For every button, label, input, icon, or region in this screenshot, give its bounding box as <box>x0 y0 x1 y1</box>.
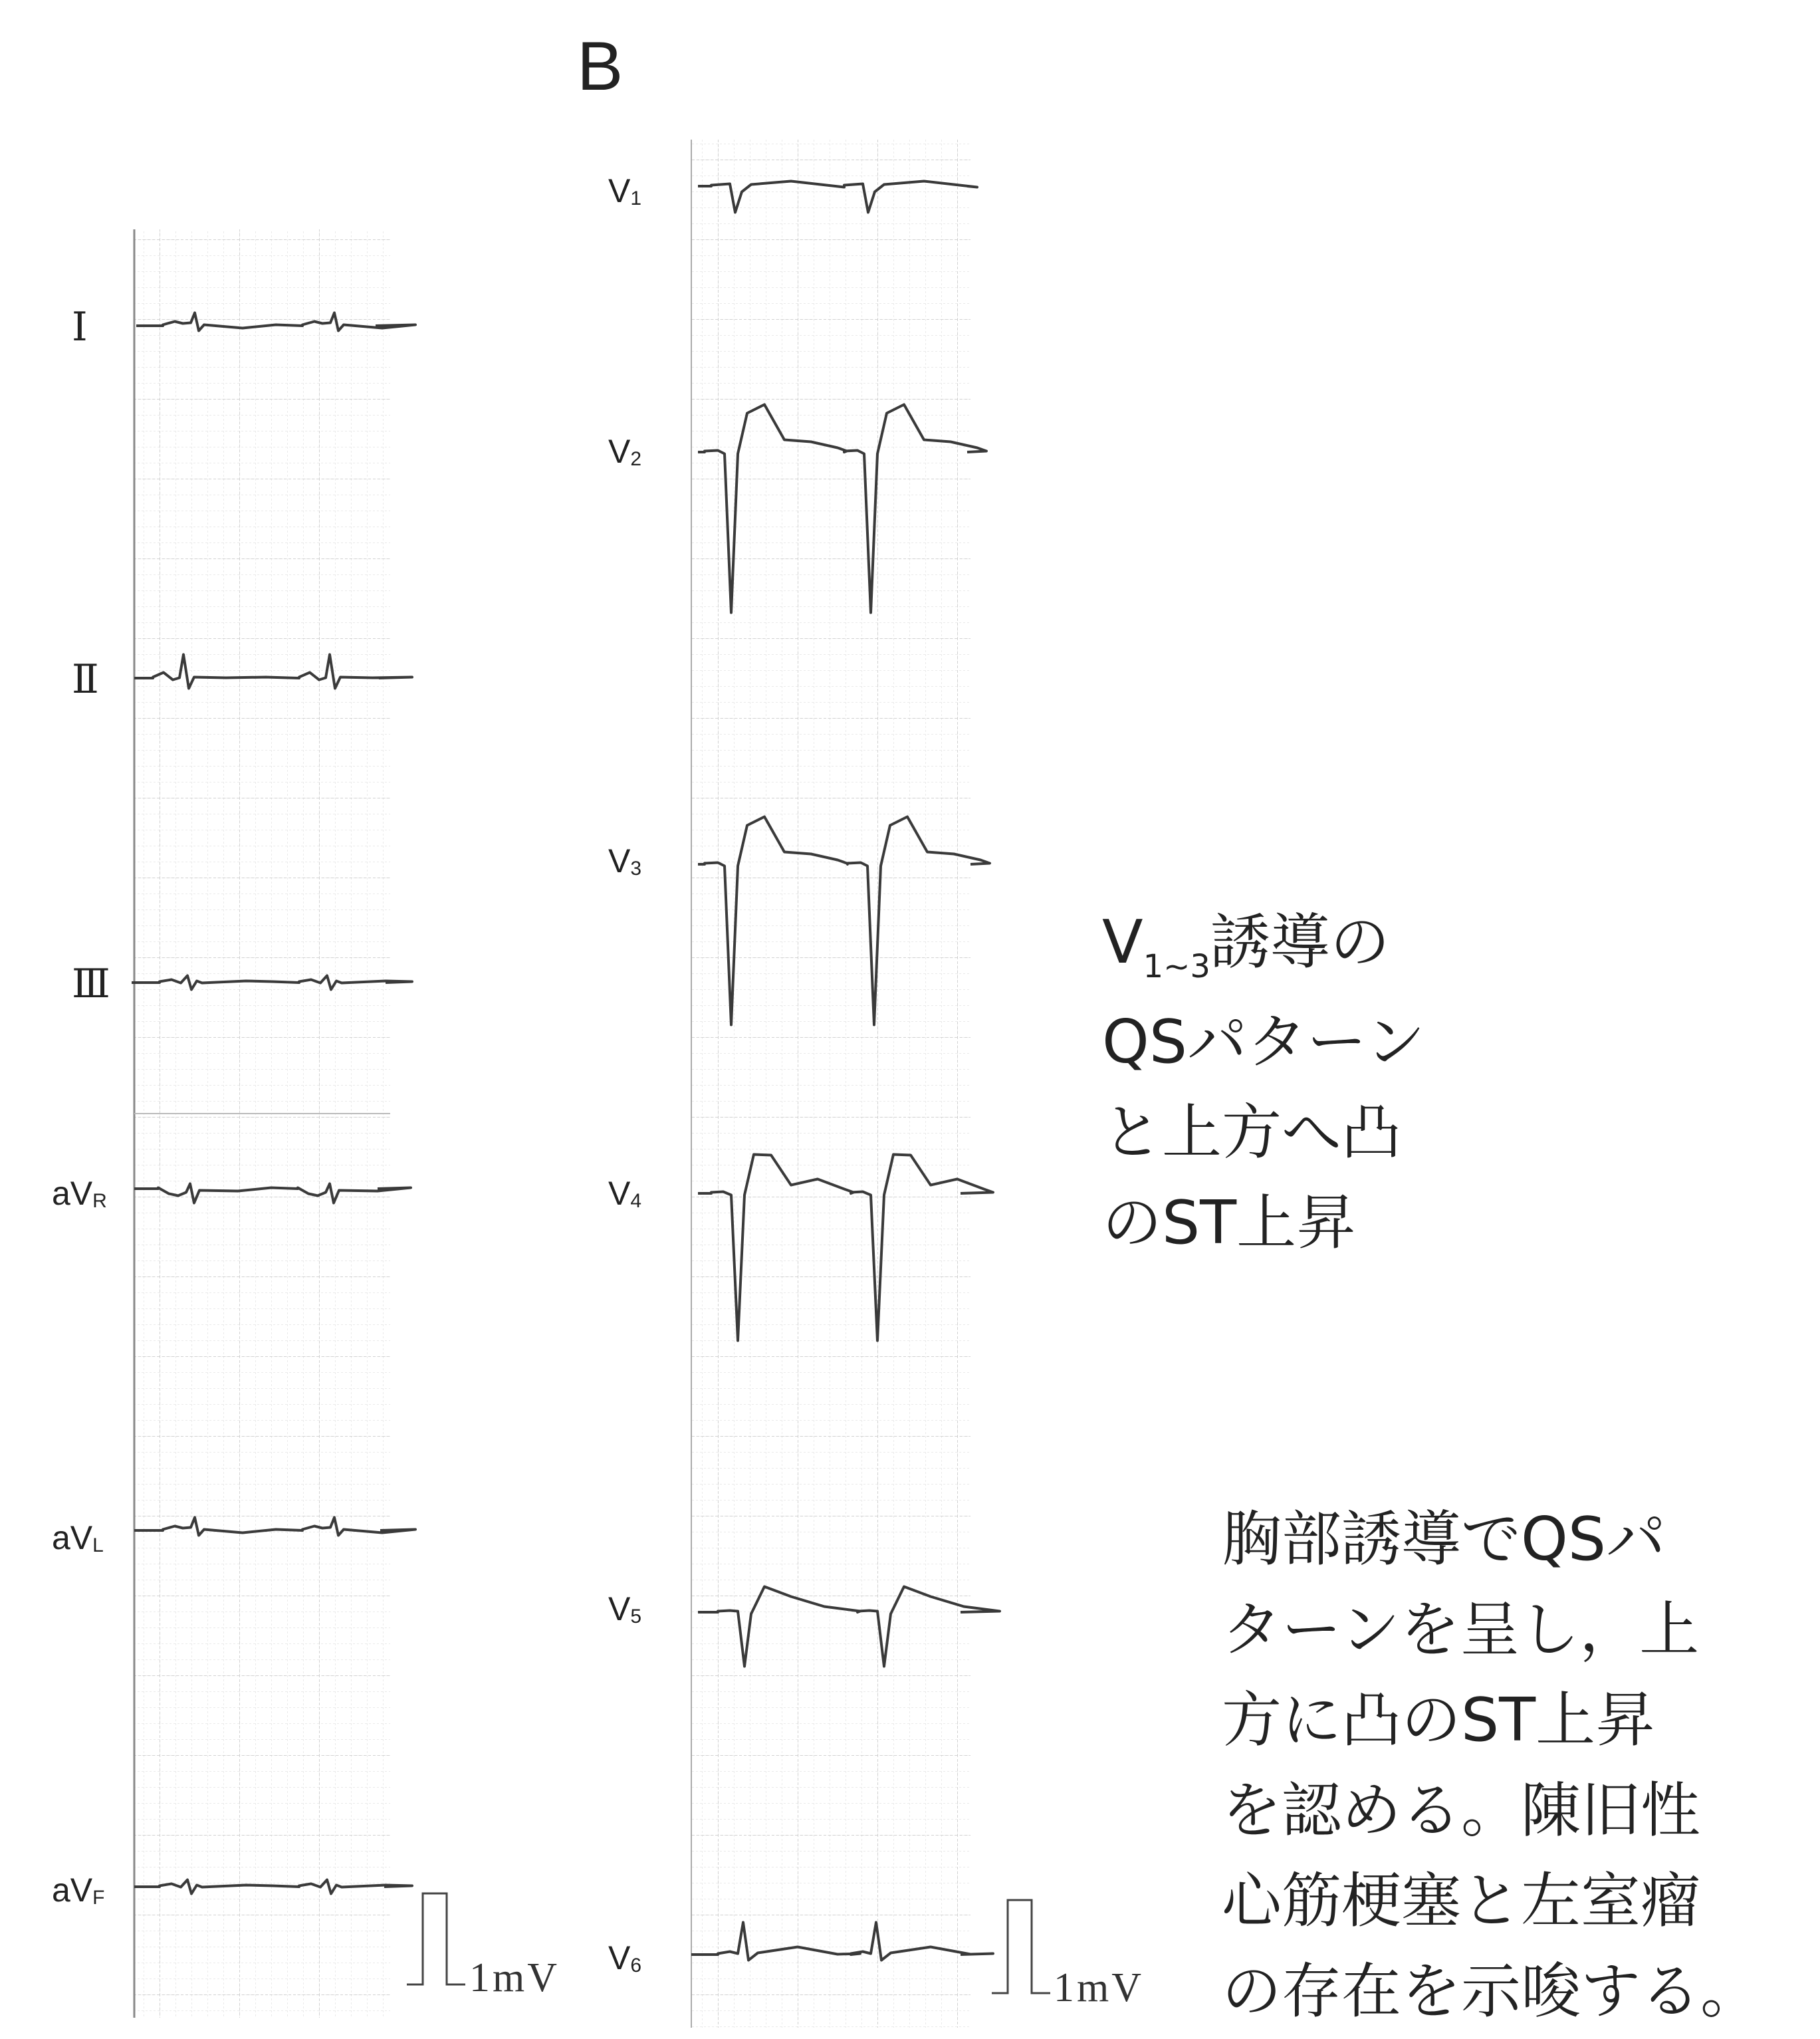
lead-label-ii: Ⅱ <box>72 658 99 701</box>
lead-label-v5: $V_5$ <box>608 1590 642 1627</box>
annotation-top <box>1102 898 1501 1268</box>
lead-label-v2: $V_2$ <box>608 433 642 470</box>
annotation-bottom-line: ターンを呈し，上 <box>1222 1595 1700 1665</box>
lead-label-avf: $aV_F$ <box>52 1871 105 1909</box>
annotation-bottom-line: の存在を示唆する。 <box>1222 1957 1760 2026</box>
limb-grid-strip <box>134 229 390 2018</box>
panel-letter: B <box>577 28 624 105</box>
lead-label-iii: Ⅲ <box>72 962 110 1006</box>
lead-label-v6: $V_6$ <box>608 1939 642 1977</box>
calibration-label-left: 1mV <box>469 1955 560 2000</box>
annotation-bottom-line: 胸部誘導でQSパ <box>1222 1504 1666 1574</box>
lead-label-v4: $V_4$ <box>608 1175 642 1212</box>
annotation-bottom-line: 心筋梗塞と左室瘤 <box>1222 1866 1700 1936</box>
calibration-pulse-right <box>992 1900 1050 1993</box>
annotation-bottom-line: 方に凸のST上昇 <box>1222 1685 1656 1755</box>
annotation-bottom <box>1222 1495 1813 2037</box>
lead-label-avl: $aV_L$ <box>52 1519 104 1556</box>
lead-label-avr: $aV_R$ <box>52 1175 107 1212</box>
annotation-top-line-4: のST上昇 <box>1102 1188 1357 1258</box>
annotation-top-line-3: と上方へ凸 <box>1102 1098 1401 1167</box>
annotation-top-line-1: $V_{1\sim 3}$誘導の <box>1102 907 1390 985</box>
lead-label-i: Ⅰ <box>72 305 88 349</box>
annotation-bottom-line: を認める。陳旧性 <box>1222 1776 1700 1846</box>
chest-grid-strip <box>691 140 970 2028</box>
calibration-pulse-left <box>407 1893 465 1984</box>
lead-label-v3: $V_3$ <box>608 842 642 880</box>
annotation-top-line-2: QSパターン <box>1102 1007 1426 1077</box>
lead-label-v1: $V_1$ <box>608 172 642 209</box>
calibration-label-right: 1mV <box>1054 1965 1144 2010</box>
